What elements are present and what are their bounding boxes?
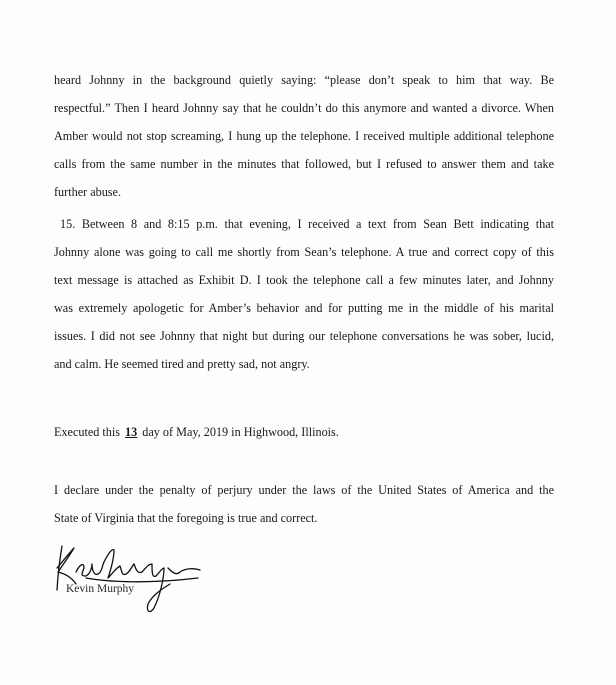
text-line: Amber would not stop screaming, I hung up the telephone. I received multiple additional telephone bbox=[54, 129, 554, 143]
text-line: further abuse. bbox=[54, 185, 122, 199]
text-line: 15. Between 8 and 8:15 p.m. that evening, I received a text from Sean Bett indicating that bbox=[60, 217, 554, 231]
text-line: and calm. He seemed tired and pretty sad, not angry. bbox=[54, 357, 310, 371]
execution-line bbox=[54, 418, 554, 446]
paragraph-15 bbox=[54, 210, 554, 378]
declaration bbox=[54, 476, 554, 532]
text-line: calls from the same number in the minutes that followed, but I refused to answer them and take bbox=[54, 157, 554, 171]
text-line: issues. I did not see Johnny that night but during our telephone conversations he was sober, lucid, bbox=[54, 329, 554, 343]
execution-suffix: day of May, 2019 in Highwood, Illinois. bbox=[139, 425, 339, 439]
execution-prefix: Executed this bbox=[54, 425, 124, 439]
execution-statement bbox=[54, 418, 554, 446]
text-line: I declare under the penalty of perjury under the laws of the United States of America and the bbox=[54, 483, 554, 497]
text-line: was extremely apologetic for Amber’s behavior and for putting me in the middle of his marital bbox=[54, 301, 554, 315]
text-line: heard Johnny in the background quietly saying: “please don’t speak to him that way. Be bbox=[54, 73, 554, 87]
signer-name: Kevin Murphy bbox=[66, 583, 135, 595]
handwritten-signature bbox=[48, 538, 208, 618]
text-line: respectful.” Then I heard Johnny say that he couldn’t do this anymore and wanted a divorce. When bbox=[54, 101, 554, 115]
text-line: text message is attached as Exhibit D. I took the telephone call a few minutes later, and Johnny bbox=[54, 273, 554, 287]
text-line: State of Virginia that the foregoing is true and correct. bbox=[54, 511, 318, 525]
execution-day: 13 bbox=[125, 425, 138, 439]
paragraph-14-continuation bbox=[54, 66, 554, 206]
text-line: Johnny alone was going to call me shortly from Sean’s telephone. A true and correct copy of this bbox=[54, 245, 554, 259]
